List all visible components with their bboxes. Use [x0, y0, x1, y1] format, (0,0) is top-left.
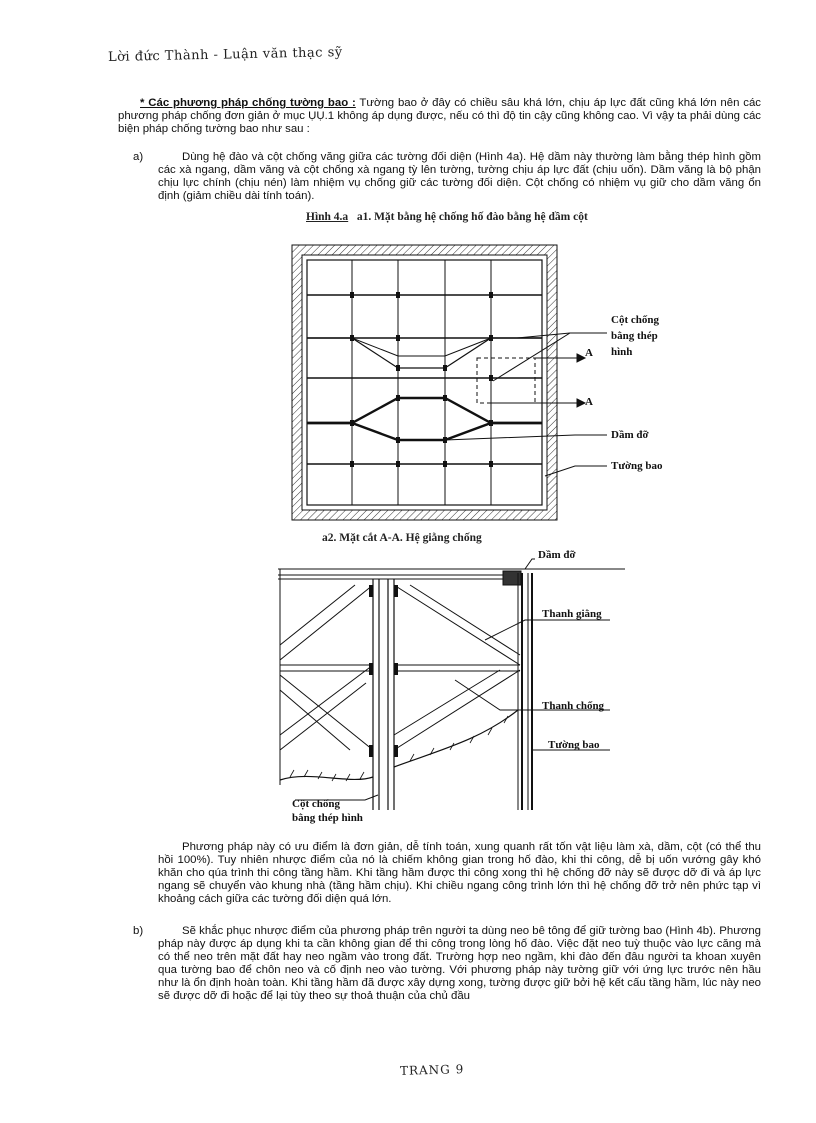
section-mark-a-bottom: A: [585, 396, 593, 408]
label-thanh-chong: Thanh chống: [542, 700, 605, 712]
label-cot-chong-section-1: Cột chống: [292, 798, 340, 810]
label-cot-chong-3: hình: [611, 346, 633, 358]
left-bracing: [280, 585, 373, 750]
figure-label: Hình 4.a: [306, 211, 349, 223]
intro-text: Tường bao ở đây có chiều sâu khá lớn, chịu áp lực đất cũng khá lớn nên các phương pháp chống đơn giản ở mục ỤỤ.1 không áp dụng được, nếu có thì độ tin cậy cũng không cao. Vì vậy ta phải dùng các biện pháp chống tường bao như sau :: [118, 97, 761, 135]
label-thanh-giang: Thanh giằng: [542, 608, 602, 620]
label-tuong-bao-plan: Tường bao: [611, 460, 663, 472]
section-drawing: [270, 545, 640, 830]
item-b-marker: b): [133, 925, 144, 937]
item-a-marker: a): [133, 151, 144, 163]
figure-caption-a1: a1. Mặt bằng hệ chống hố đào bằng hệ dầm cột: [356, 211, 588, 223]
label-dam-do-section: Dầm đỡ: [538, 549, 576, 561]
item-b-text: Sẽ khắc phục nhược điểm của phương pháp trên người ta dùng neo bê tông để giữ tường bao (Hình 4b). Phương pháp này được áp dụng khi ta cần không gian để thi công trong lòng hố đào. Việc đặt neo tuỳ thuộc vào lực căng mà có thể neo trên mặt đất hay neo ngầm vào trong đất. Trường hợp neo ngầm, khi đào đến đâu người ta khoan xuyên qua tường bao để chôn neo và cố định neo vào tường. Với phương pháp này tường giữ với ứng lực trước nên hầu như là ổn định hoàn toàn. Khi tầng hầm đã được xây dựng xong, tường được giữ bởi hệ kết cấu tầng hầm, lúc này neo sẽ được dỡ đi hoặc để lại tùy theo sự thoả thuận của chủ đầu: [158, 925, 761, 1002]
advantages-paragraph: Phương pháp này có ưu điểm là đơn giản, dễ tính toán, xung quanh rất tốn vật liệu làm xà, dầm, cột (có thể thu hồi 100%). Tuy nhiên nhược điểm của nó là chiếm không gian trong hố đào, khi thi công, dễ bị uốn vướng gây khó khăn cho qúa trình thi công tầng hầm. Khi tầng hầm được thi công xong thì hệ chống đỡ này sẽ được dỡ đi và áp lực ngang sẽ chuyển vào khung nhà (tầng hầm chịu). Khi chiều ngang công trình lớn thì hệ chống đỡ trở nên phức tạp vì khoảng cách giữa các tường đối diện quá lớn.: [158, 841, 761, 905]
figure-caption-line: [306, 211, 588, 223]
section-mark-a-top: A: [585, 347, 593, 359]
label-tuong-bao-section: Tường bao: [548, 739, 600, 751]
label-cot-chong-section-2: bằng thép hình: [292, 812, 363, 824]
intro-paragraph: [118, 97, 761, 136]
page-header: Lời đức Thành - Luận văn thạc sỹ: [107, 45, 343, 65]
label-cot-chong-2: bằng thép: [611, 330, 658, 342]
page-footer: TRANG 9: [399, 1062, 465, 1078]
central-column: [373, 579, 394, 810]
plan-drawing: [285, 238, 685, 528]
figure-caption-a2: a2. Mặt cắt A-A. Hệ giằng chống: [322, 532, 482, 544]
right-bracing: [394, 585, 520, 750]
top-beam: [278, 569, 625, 585]
retaining-wall: [518, 573, 532, 810]
section-title: * Các phương pháp chống tường bao :: [140, 97, 356, 109]
label-cot-chong-1: Cột chống: [611, 314, 659, 326]
item-a-text: Dùng hệ đào và cột chống văng giữa các tường đối diện (Hình 4a). Hệ dầm này thường làm bằng thép hình gồm các xà ngang, dầm văng và cột chống xà ngang tỳ lên tường, tường chịu áp lực đất (chịu uốn). Dầm văng là bộ phận chịu lực chính (chịu nén) làm nhiệm vụ chống giữ các tường đối diện. Cột chống có nhiệm vụ giữ cho dầm văng ổn định (giảm chiều dài tính toán).: [158, 151, 761, 202]
label-dam-do-plan: Dầm đỡ: [611, 429, 649, 441]
